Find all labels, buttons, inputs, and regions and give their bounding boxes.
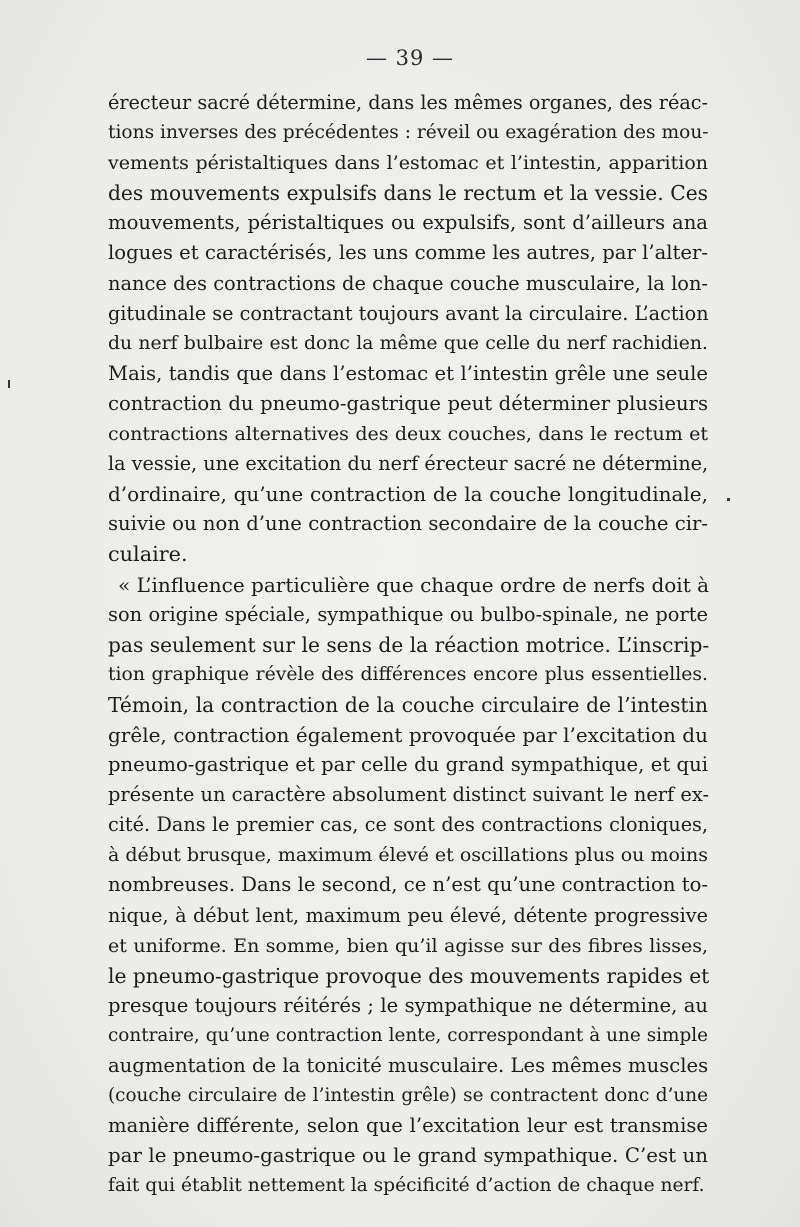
- text-line: nique, à début lent, maximum peu élevé, détente progressive: [108, 903, 708, 927]
- text-line: augmentation de la tonicité musculaire. Les mêmes muscles: [108, 1054, 709, 1077]
- text-line: présente un caractère absolument distinct suivant le nerf ex-: [108, 783, 710, 807]
- text-line: tion graphique révèle des différences encore plus essentielles.: [108, 663, 708, 685]
- text-line: Mais, tandis que dans l’estomac et l’intestin grêle une seule: [108, 361, 708, 385]
- text-line: contractions alternatives des deux couches, dans le rectum et: [108, 423, 708, 446]
- text-line: tions inverses des précédentes : réveil ou exagération des mou-: [108, 122, 709, 144]
- text-line: grêle, contraction également provoquée par l’excitation du: [108, 722, 708, 747]
- text-line: culaire.: [108, 542, 188, 567]
- text-line: presque toujours réitérés ; le sympathique ne détermine, au: [108, 993, 708, 1017]
- text-line: à début brusque, maximum élevé et oscillations plus ou moins: [108, 844, 708, 867]
- text-line: la vessie, une excitation du nerf érecteur sacré ne détermine,: [108, 452, 709, 476]
- text-line: pneumo-gastrique et par celle du grand sympathique, et qui: [108, 753, 708, 777]
- text-line: mouvements, péristaltiques ou expulsifs, sont d’ailleurs ana: [108, 211, 708, 235]
- text-line: gitudinale se contractant toujours avant la circulaire. L’action: [108, 301, 709, 325]
- text-line: cité. Dans le premier cas, ce sont des contractions cloniques,: [108, 813, 708, 837]
- text-line: (couche circulaire de l’intestin grêle) se contractent donc d’une: [108, 1085, 708, 1107]
- margin-speck: [8, 380, 10, 388]
- text-line: par le pneumo-gastrique ou le grand sympathique. C’est un: [108, 1144, 708, 1168]
- body-text: [108, 88, 708, 1201]
- text-line: son origine spéciale, sympathique ou bulbo-spinale, ne porte: [108, 602, 708, 626]
- margin-speck: [727, 498, 730, 501]
- text-line: vements péristaltiques dans l’estomac et l’intestin, apparition: [108, 152, 708, 175]
- text-line: du nerf bulbaire est donc la même que celle du nerf rachidien.: [108, 332, 708, 354]
- text-line: « L’influence particulière que chaque ordre de nerfs doit à: [118, 572, 710, 597]
- text-line: logues et caractérisés, les uns comme les autres, par l’alter-: [108, 241, 708, 265]
- text-line: d’ordinaire, qu’une contraction de la couche longitudinale,: [108, 482, 708, 507]
- text-line: suivie ou non d’une contraction secondaire de la couche cir-: [108, 512, 708, 536]
- text-line: pas seulement sur le sens de la réaction motrice. L’inscrip-: [108, 632, 710, 657]
- text-line: érecteur sacré détermine, dans les mêmes organes, des réac-: [108, 91, 708, 114]
- page-number: — 39 —: [365, 46, 455, 70]
- text-line: nombreuses. Dans le second, ce n’est qu’une contraction to-: [108, 873, 708, 897]
- text-line: le pneumo-gastrique provoque des mouvements rapides et: [108, 963, 710, 988]
- text-line: et uniforme. En somme, bien qu’il agisse sur des fibres lisses,: [108, 934, 708, 957]
- text-line: des mouvements expulsifs dans le rectum et la vessie. Ces: [108, 181, 708, 206]
- text-line: nance des contractions de chaque couche musculaire, la lon-: [108, 271, 708, 295]
- text-line: Témoin, la contraction de la couche circulaire de l’intestin: [108, 692, 708, 717]
- text-line: contraire, qu’une contraction lente, correspondant à une simple: [108, 1024, 708, 1046]
- text-line: manière différente, selon que l’excitation leur est transmise: [108, 1114, 708, 1138]
- text-line: contraction du pneumo-gastrique peut déterminer plusieurs: [108, 391, 708, 415]
- text-line: fait qui établit nettement la spécificité d’action de chaque nerf.: [108, 1175, 705, 1197]
